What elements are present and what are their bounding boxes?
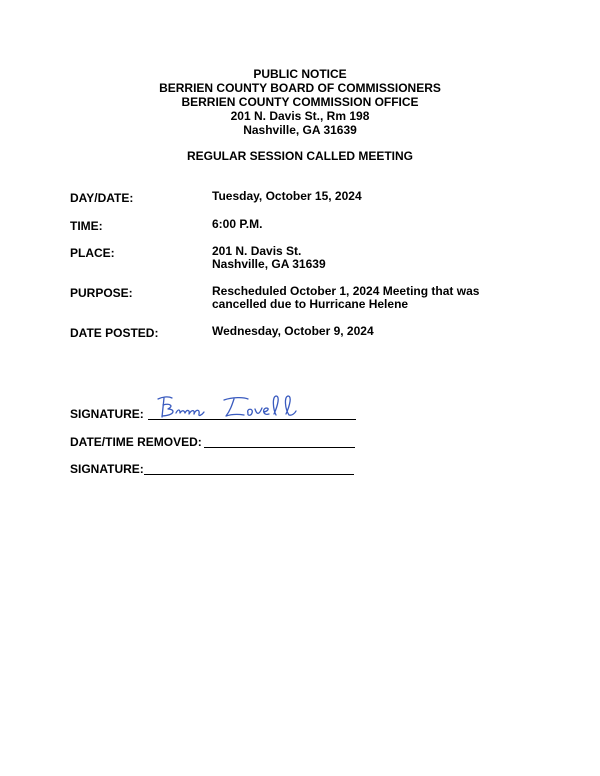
purpose-value-line1: Rescheduled October 1, 2024 Meeting that was bbox=[212, 284, 480, 298]
place-label: PLACE: bbox=[70, 246, 115, 260]
signature-label: SIGNATURE: bbox=[70, 407, 144, 421]
time-label: TIME: bbox=[70, 219, 103, 233]
notice-header bbox=[0, 67, 600, 137]
second-signature-line bbox=[144, 474, 354, 475]
place-city-value: Nashville, GA 31639 bbox=[212, 257, 326, 271]
notice-title: PUBLIC NOTICE bbox=[253, 67, 347, 81]
time-value: 6:00 P.M. bbox=[212, 217, 263, 231]
date-posted-value: Wednesday, October 9, 2024 bbox=[212, 324, 374, 338]
date-posted-label: DATE POSTED: bbox=[70, 326, 159, 340]
meeting-type-heading: REGULAR SESSION CALLED MEETING bbox=[186, 149, 413, 163]
purpose-value-line2: cancelled due to Hurricane Helene bbox=[212, 297, 409, 311]
handwritten-signature-image bbox=[152, 391, 312, 423]
purpose-label: PURPOSE: bbox=[70, 286, 133, 300]
date-time-removed-line bbox=[204, 447, 355, 448]
day-date-label: DAY/DATE: bbox=[70, 191, 134, 205]
day-date-value: Tuesday, October 15, 2024 bbox=[212, 189, 362, 203]
office-street: 201 N. Davis St., Rm 198 bbox=[230, 109, 370, 123]
office-city: Nashville, GA 31639 bbox=[243, 123, 357, 137]
place-street-value: 201 N. Davis St. bbox=[212, 244, 302, 258]
date-time-removed-label: DATE/TIME REMOVED: bbox=[70, 435, 202, 449]
board-name: BERRIEN COUNTY BOARD OF COMMISSIONERS bbox=[159, 81, 441, 95]
office-name: BERRIEN COUNTY COMMISSION OFFICE bbox=[181, 95, 419, 109]
second-signature-label: SIGNATURE: bbox=[70, 462, 144, 476]
